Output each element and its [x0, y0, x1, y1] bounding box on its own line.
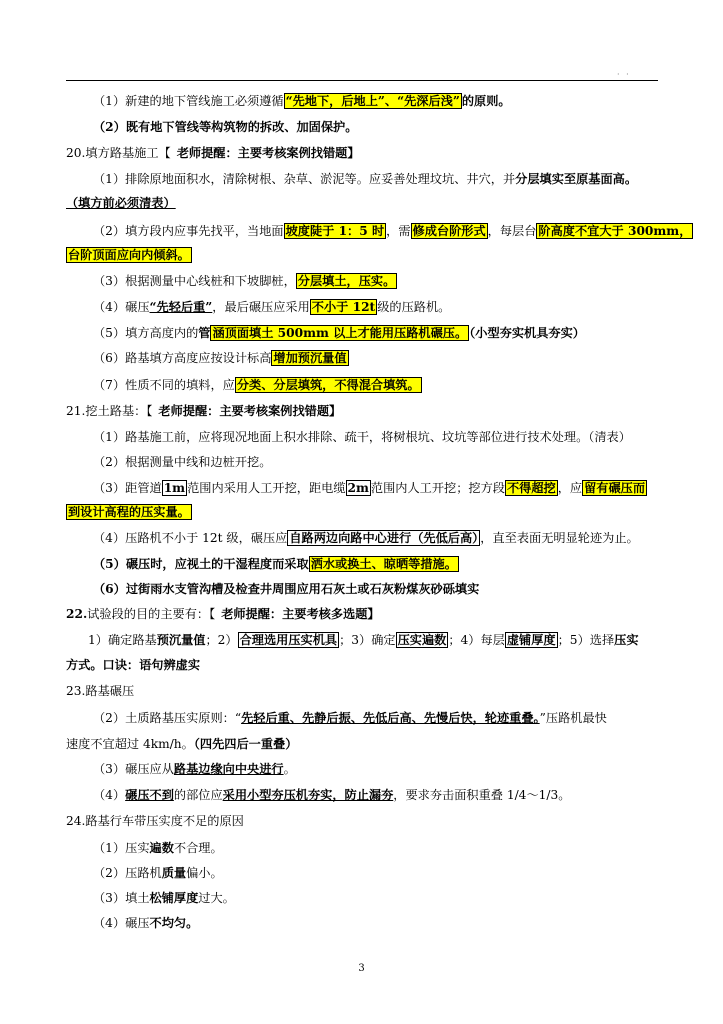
- text: （3）根据测量中心线桩和下坡脚桩，: [93, 274, 296, 288]
- bold-text: （四先四后一重叠）: [193, 737, 298, 751]
- item-23-2: [93, 709, 693, 727]
- boxed-text: 自路两边向路中心进行（先低后高）: [289, 531, 479, 545]
- section-22-heading: [66, 605, 666, 623]
- item-20-1: [93, 170, 693, 188]
- highlight: 阶高度不宜大于 300mm，: [538, 224, 692, 238]
- underlined: 先轻后重、先静后振、先低后高、先慢后快，轮迹重叠。: [241, 711, 540, 725]
- text: （4）碾压: [93, 916, 150, 930]
- section-21-heading: [66, 402, 666, 420]
- text: （1）新建的地下管线施工必须遵循: [93, 94, 284, 108]
- text: 21.挖土路基：【: [66, 404, 153, 418]
- text: （2）土质路基压实原则：“: [93, 711, 242, 725]
- text: （2）填方段内应事先找平，当地面: [93, 224, 284, 238]
- highlight: 涵顶面填土 500mm 以上才能用压路机碾压。: [212, 326, 468, 340]
- item-20-2: [93, 222, 693, 240]
- item-20-3: [93, 272, 693, 290]
- text: 不合理。: [173, 841, 223, 855]
- text: （3）距管道: [93, 481, 162, 495]
- text: （7）性质不同的填料，应: [93, 378, 235, 392]
- bold-text: （小型夯实机具夯实）: [469, 326, 585, 340]
- highlight: 不小于 12t: [311, 300, 376, 314]
- item-22-mnemonic: 方式。口诀：语句辨虚实: [66, 658, 201, 672]
- section-20-heading: [66, 144, 666, 162]
- boxed-text: 合理选用压实机具: [239, 633, 338, 647]
- text: ”压路机最快: [539, 711, 607, 725]
- text: （3）碾压应从: [93, 762, 174, 776]
- text: 级的压路机。: [377, 300, 451, 314]
- text: 试验段的目的主要有：【: [87, 607, 216, 621]
- text: ，每层台: [487, 224, 537, 238]
- item-24-1: [93, 839, 693, 857]
- bold-text: 不均匀。: [149, 916, 199, 930]
- item-20-2-cont: [66, 246, 666, 264]
- highlight: “先地下，后地上”、“先深后浅”: [285, 94, 460, 108]
- bold-text: 松铺厚度: [149, 891, 199, 905]
- text: ，应: [557, 481, 583, 495]
- bold-text: 分层填实至原基面高。: [515, 172, 638, 186]
- boxed-value: 1m: [163, 481, 186, 495]
- teacher-note: 老师提醒：主要考核案例找错题】: [176, 146, 360, 160]
- text: 的原则。: [461, 94, 511, 108]
- highlight: 增加预沉量值: [273, 351, 347, 365]
- item-24-3: [93, 889, 693, 907]
- bold-text: 遍数: [149, 841, 174, 855]
- text: （3）填土: [93, 891, 150, 905]
- text: （2）压路机: [93, 866, 162, 880]
- highlight: 留有碾压而: [584, 481, 646, 495]
- highlight: 不得超挖: [506, 481, 556, 495]
- item-1: [93, 92, 693, 110]
- highlight: 到设计高程的压实量。: [68, 505, 190, 519]
- text: （1）排除原地面积水，清除树根、杂草、淤泥等。应妥善处理坟坑、井穴，并: [93, 172, 516, 186]
- item-20-5: [93, 324, 693, 342]
- item-24-2: [93, 864, 693, 882]
- highlight: 台阶顶面应向内倾斜。: [68, 248, 190, 262]
- item-23-4: [93, 786, 693, 804]
- text: ；3）确定: [339, 633, 396, 647]
- page-number: 3: [358, 963, 365, 974]
- boxed-text: 压实遍数: [397, 633, 447, 647]
- text: 范围内采用人工开挖，距电缆: [187, 481, 346, 495]
- bold-text: （5）碾压时，应视土的干湿程度而采取: [93, 557, 309, 571]
- item-23-3: [93, 760, 693, 778]
- text: ；5）选择: [557, 633, 615, 647]
- item-22-list: [88, 631, 688, 649]
- text: 20.填方路基施工【: [66, 146, 171, 160]
- boxed-value: 2m: [347, 481, 369, 495]
- highlight: 洒水或换土、晾晒等措施。: [310, 557, 457, 571]
- text: ；4）每层: [448, 633, 505, 647]
- underlined: “先轻后重”: [149, 300, 213, 314]
- bold-text: 压实: [614, 633, 639, 647]
- highlight: 修成台阶形式: [412, 224, 486, 238]
- item-20-6: [93, 349, 693, 367]
- highlight: 分层填土，压实。: [297, 274, 396, 288]
- bold-text: 管: [198, 326, 211, 340]
- text: ，要求夯击面积重叠 1/4～1/3。: [393, 788, 571, 802]
- text: （1）压实: [93, 841, 150, 855]
- underlined: 路基边缘向中央进行: [173, 762, 284, 776]
- item-21-6: （6）过街雨水支管沟槽及检查井周围应用石灰土或石灰粉煤灰砂砾填实: [93, 582, 480, 596]
- item-21-1: （1）路基施工前，应将现况地面上积水排除、疏干，将树根坑、坟坑等部位进行技术处理。（清表）: [93, 430, 631, 444]
- section-24-heading: 24.路基行车带压实度不足的原因: [66, 814, 244, 828]
- text: 。: [283, 762, 296, 776]
- item-21-3-cont: [66, 503, 666, 521]
- text: （4）: [93, 788, 126, 802]
- highlight: 坡度陡于 1：5 时: [285, 224, 385, 238]
- header-rule: [66, 80, 658, 81]
- item-21-5: [93, 555, 693, 573]
- text: 速度不宜超过 4km/h。: [66, 737, 194, 751]
- item-21-4: [93, 529, 693, 547]
- item-24-4: [93, 914, 693, 932]
- bold-text: 质量: [161, 866, 187, 880]
- text: ；2）: [205, 633, 238, 647]
- header-mark: · ·: [617, 70, 631, 79]
- item-20-1-note: （填方前必须清表）: [66, 196, 176, 210]
- text: （6）路基填方高度应按设计标高: [93, 351, 272, 365]
- item-23-2-cont: [66, 735, 666, 753]
- text: （4）压路机不小于 12t 级，碾压应: [93, 531, 288, 545]
- section-23-heading: 23.路基碾压: [66, 684, 135, 698]
- boxed-text: 虚铺厚度: [506, 633, 556, 647]
- item-21-3: [93, 479, 693, 497]
- teacher-note: 老师提醒：主要考核案例找错题】: [158, 404, 342, 418]
- item-21-2: （2）根据测量中线和边桩开挖。: [93, 455, 272, 469]
- text: 过大。: [198, 891, 235, 905]
- highlight: 分类、分层填筑，不得混合填筑。: [236, 378, 420, 392]
- text: 的部位应: [173, 788, 223, 802]
- text: ，直至表面无明显轮迹为止。: [480, 531, 639, 545]
- bold-text: 预沉量值: [156, 633, 206, 647]
- teacher-note: 老师提醒：主要考核多选题】: [221, 607, 380, 621]
- text: （4）碾压: [93, 300, 150, 314]
- text: 偏小。: [186, 866, 223, 880]
- text: 1）确定路基: [88, 633, 157, 647]
- text: ，最后碾压应采用: [212, 300, 310, 314]
- text: ，需: [386, 224, 411, 238]
- text: 范围内人工开挖；挖方段: [370, 481, 505, 495]
- item-2: （2）既有地下管线等构筑物的拆改、加固保护。: [93, 120, 358, 134]
- text: （5）填方高度内的: [93, 326, 199, 340]
- item-20-4: [93, 298, 693, 316]
- text: 22.: [66, 607, 88, 621]
- underlined: 碾压不到: [125, 788, 174, 802]
- underlined: 采用小型夯压机夯实，防止漏夯: [222, 788, 394, 802]
- item-20-7: [93, 376, 693, 394]
